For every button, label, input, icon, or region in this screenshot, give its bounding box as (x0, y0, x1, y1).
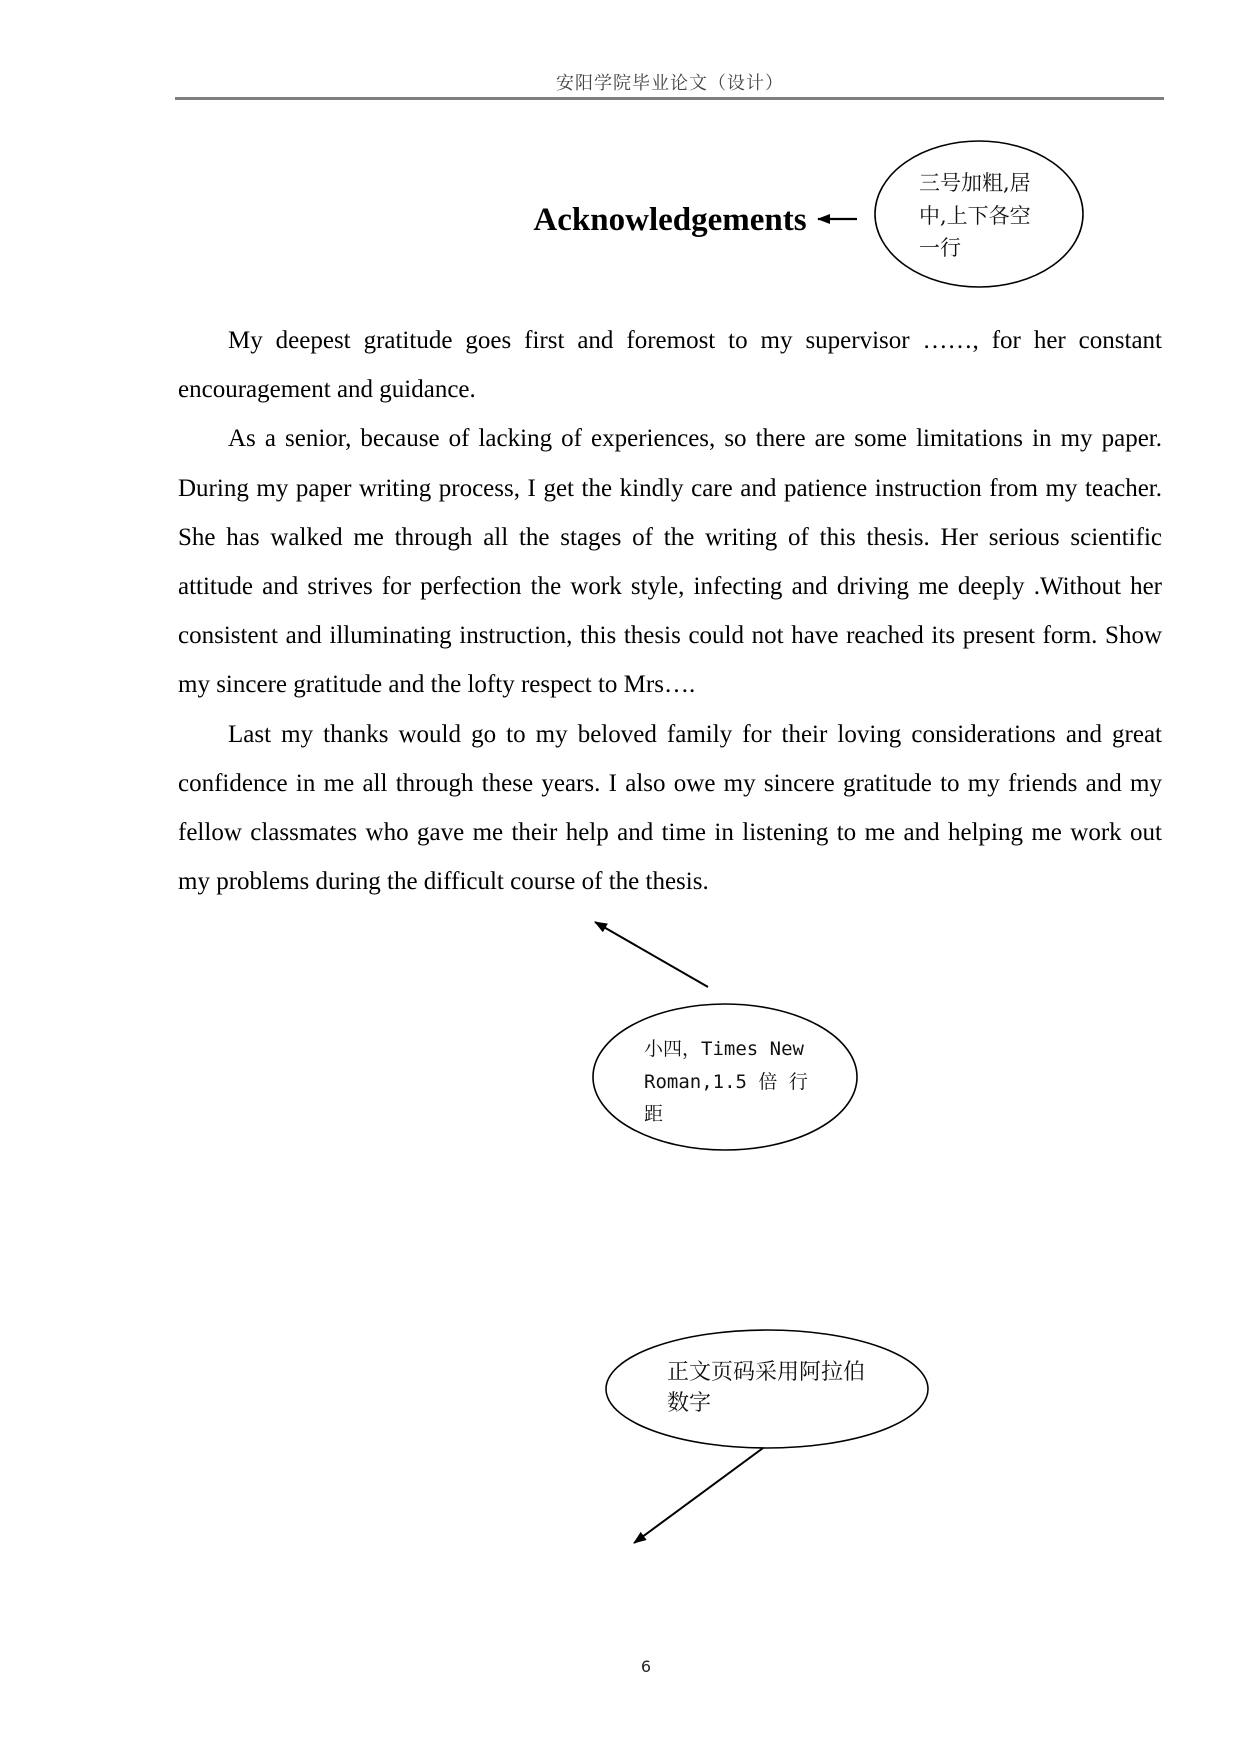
paragraph-line: my sincere gratitude and the lofty respect to Mrs…. (178, 671, 696, 699)
page-number-format-note (667, 1357, 865, 1419)
page-title: Acknowledgements (533, 202, 807, 238)
paragraph-line: my problems during the difficult course of the thesis. (178, 868, 709, 896)
paragraph-line: As a senior, because of lacking of experiences, so there are some limitations in my paper. (228, 425, 1162, 453)
page-number: 6 (640, 1657, 652, 1676)
paragraph-line: During my paper writing process, I get the kindly care and patience instruction from my teacher. (178, 474, 1162, 502)
note-line: 正文页码采用阿拉伯 (667, 1360, 866, 1385)
paragraph-line: Last my thanks would go to my beloved family for their loving considerations and great (228, 720, 1162, 748)
note-line: 三号加粗,居 (919, 171, 1031, 195)
paragraph-line: encouragement and guidance. (178, 376, 476, 404)
paragraph-line: My deepest gratitude goes first and foremost to my supervisor ……, for her constant (228, 327, 1162, 354)
note-line: Roman,1.5 倍 行 (644, 1070, 808, 1093)
running-header: 安阳学院毕业论文（设计） (556, 73, 784, 94)
paragraph-line: consistent and illuminating instruction, this thesis could not have reached its present form. Show (178, 622, 1162, 650)
paragraph-line: fellow classmates who gave me their help and time in listening to me and helping me work out (178, 818, 1162, 846)
body-note-arrow (595, 922, 708, 987)
note-line: 中,上下各空 (919, 203, 1031, 228)
paragraph-line: attitude and strives for perfection the work style, infecting and driving me deeply .Without her (178, 572, 1162, 600)
note-line: 距 (644, 1103, 664, 1125)
note-line: 小四，Times New (644, 1038, 804, 1060)
paragraph-line: She has walked me through all the stages of the writing of this thesis. Her serious scientific (178, 523, 1162, 551)
note-line: 数字 (667, 1391, 712, 1416)
heading-format-note (919, 167, 1031, 265)
note-line: 一行 (919, 236, 961, 260)
paragraph-line: confidence in me all through these years. I also owe my sincere gratitude to my friends and my (178, 769, 1162, 797)
body-format-note (644, 1033, 808, 1131)
page-number-note-arrow (634, 1448, 763, 1543)
